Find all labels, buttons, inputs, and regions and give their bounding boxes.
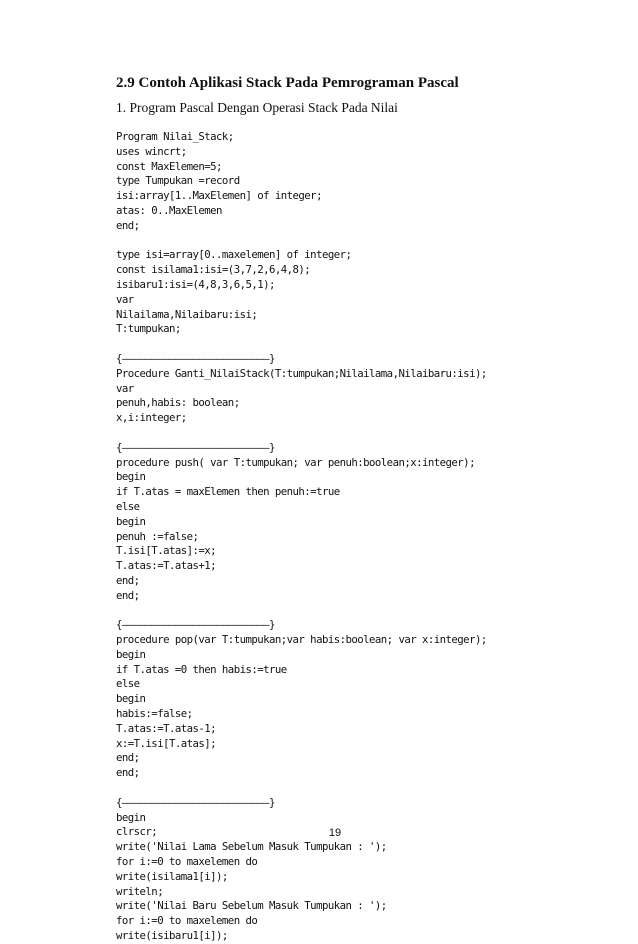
code-line: write('Nilai Lama Sebelum Masuk Tumpukan : '); [116, 840, 387, 854]
code-line: x:=T.isi[T.atas]; [116, 736, 217, 750]
code-listing [116, 130, 516, 944]
code-line: atas: 0..MaxElemen [116, 203, 222, 217]
code-line: write(isilama1[i]); [116, 869, 228, 883]
code-line: Nilailama,Nilaibaru:isi; [116, 307, 258, 321]
code-line: else [116, 677, 140, 691]
subsection-heading: 1. Program Pascal Dengan Operasi Stack Pada Nilai [116, 100, 398, 115]
code-line: penuh,habis: boolean; [116, 396, 240, 410]
code-line: type Tumpukan =record [116, 174, 240, 188]
code-line [116, 337, 516, 352]
code-line [116, 426, 516, 441]
code-line: const isilama1:isi=(3,7,2,6,4,8); [116, 263, 311, 277]
code-line: end; [116, 218, 140, 232]
page-number: 19 [328, 827, 342, 839]
code-line: begin [116, 692, 146, 706]
code-line [116, 604, 516, 619]
code-line: end; [116, 751, 140, 765]
code-line: {—————————————————————————} [116, 351, 275, 365]
code-line: end; [116, 588, 140, 602]
code-line: const MaxElemen=5; [116, 159, 222, 173]
code-line: begin [116, 810, 146, 824]
code-line: isi:array[1..MaxElemen] of integer; [116, 189, 322, 203]
code-line: uses wincrt; [116, 144, 187, 158]
section-heading: 2.9 Contoh Aplikasi Stack Pada Pemrograman Pascal [116, 75, 459, 91]
code-line [116, 234, 516, 249]
code-line: penuh :=false; [116, 529, 199, 543]
code-line: T.atas:=T.atas+1; [116, 559, 217, 573]
code-line: writeln; [116, 884, 164, 898]
code-line: else [116, 499, 140, 513]
code-line: {—————————————————————————} [116, 440, 275, 454]
code-line: if T.atas =0 then habis:=true [116, 662, 287, 676]
code-line: x,i:integer; [116, 411, 187, 425]
code-line: for i:=0 to maxelemen do [116, 855, 258, 869]
code-line [116, 781, 516, 796]
code-line: procedure pop(var T:tumpukan;var habis:boolean; var x:integer); [116, 633, 487, 647]
code-line: Program Nilai_Stack; [116, 130, 234, 143]
code-line: write(isibaru1[i]); [116, 929, 228, 943]
code-line: begin [116, 647, 146, 661]
code-line: begin [116, 514, 146, 528]
code-line: end; [116, 573, 140, 587]
code-line: begin [116, 470, 146, 484]
code-line: T.atas:=T.atas-1; [116, 721, 217, 735]
code-line: isibaru1:isi=(4,8,3,6,5,1); [116, 277, 275, 291]
code-line: write('Nilai Baru Sebelum Masuk Tumpukan : '); [116, 899, 387, 913]
code-line: type isi=array[0..maxelemen] of integer; [116, 248, 352, 262]
code-line: end; [116, 766, 140, 780]
code-line: Procedure Ganti_NilaiStack(T:tumpukan;Nilailama,Nilaibaru:isi); [116, 366, 487, 380]
code-line: var [116, 292, 134, 306]
code-line: habis:=false; [116, 707, 193, 721]
code-line: procedure push( var T:tumpukan; var penuh:boolean;x:integer); [116, 455, 475, 469]
code-line: T.isi[T.atas]:=x; [116, 544, 217, 558]
code-line: for i:=0 to maxelemen do [116, 914, 258, 928]
code-line: var [116, 381, 134, 395]
code-line: clrscr; [116, 825, 158, 839]
code-line: if T.atas = maxElemen then penuh:=true [116, 485, 340, 499]
code-line: T:tumpukan; [116, 322, 181, 336]
code-line: {—————————————————————————} [116, 618, 275, 632]
code-line: {—————————————————————————} [116, 795, 275, 809]
